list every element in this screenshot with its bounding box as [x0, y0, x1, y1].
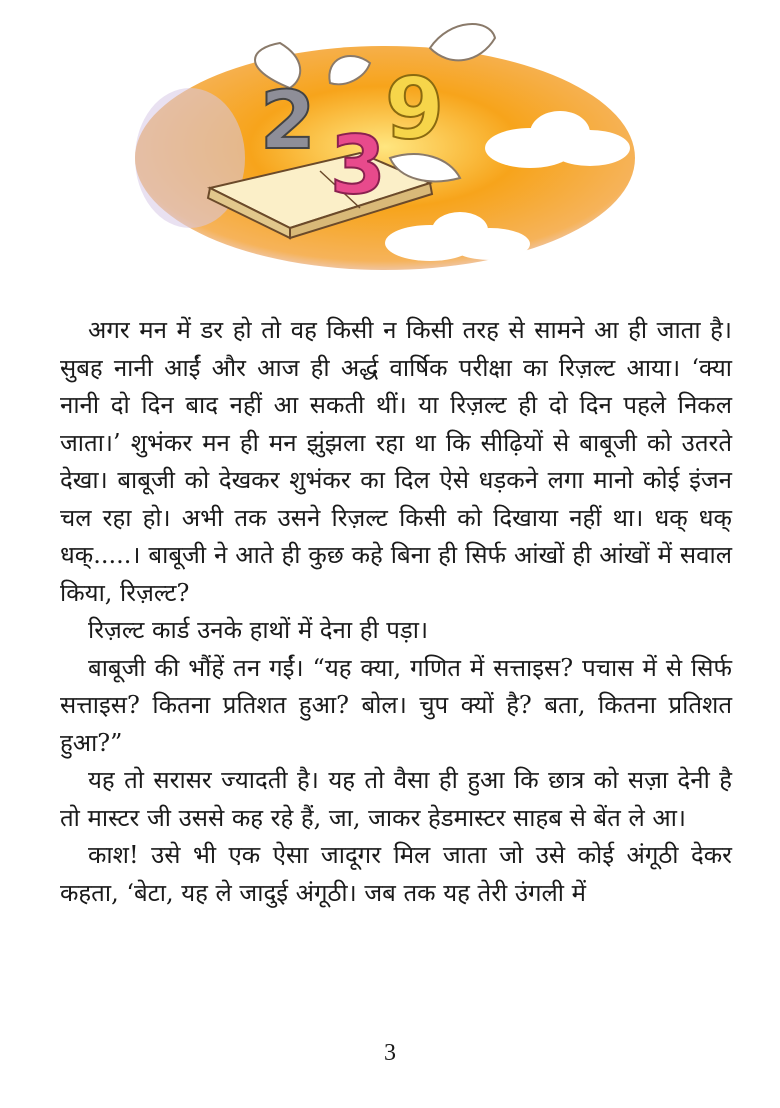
- digit-two-glyph: 2: [260, 74, 316, 167]
- paragraph: अगर मन में डर हो तो वह किसी न किसी तरह से सामने आ ही जाता है। सुबह नानी आईं और आज ही अर्द्ध वार्षिक परीक्षा का रिज़ल्ट आया। ‘क्या नानी दो दिन बाद नहीं आ सकती थीं। या रिज़ल्ट ही दो दिन पहले निकल जाता।’ शुभंकर मन ही मन झुंझला रहा था कि सीढ़ियों से बाबूजी को उतरते देखा। बाबूजी को देखकर शुभंकर का दिल ऐसे धड़कने लगा मानो कोई इंजन चल रहा हो। अभी तक उसने रिज़ल्ट किसी को दिखाया नहीं था। धक् धक् धक्.....। बाबूजी ने आते ही कुछ कहे बिना ही सिर्फ आंखों ही आंखों में सवाल किया, रिज़ल्ट?: [60, 316, 732, 607]
- page-number: 3: [384, 1040, 396, 1066]
- illustration-svg: [130, 8, 650, 278]
- digit-nine-glyph: 9: [385, 60, 445, 159]
- paragraph: काश! उसे भी एक ऐसा जादूगर मिल जाता जो उसे कोई अंगूठी देकर कहता, ‘बेटा, यह ले जादुई अंगूठी। जब तक यह तेरी उंगली में: [60, 841, 732, 907]
- flying-numbers-illustration: [130, 8, 650, 278]
- paragraph: यह तो सरासर ज्यादती है। यह तो वैसा ही हुआ कि छात्र को सज़ा देनी है तो मास्टर जी उससे कह रहे हैं, जा, जाकर हेडमास्टर साहब से बेंत ले आ।: [60, 766, 732, 832]
- paragraph: रिज़ल्ट कार्ड उनके हाथों में देना ही पड़ा।: [88, 616, 429, 644]
- digit-three-glyph: 3: [330, 119, 386, 212]
- paragraph: बाबूजी की भौंहें तन गईं। “यह क्या, गणित में सत्ताइस? पचास में से सिर्फ सत्ताइस? कितना प्रतिशत हुआ? बोल। चुप क्यों है? बता, कितना प्रतिशत हुआ?”: [60, 653, 732, 757]
- story-text: [60, 312, 732, 912]
